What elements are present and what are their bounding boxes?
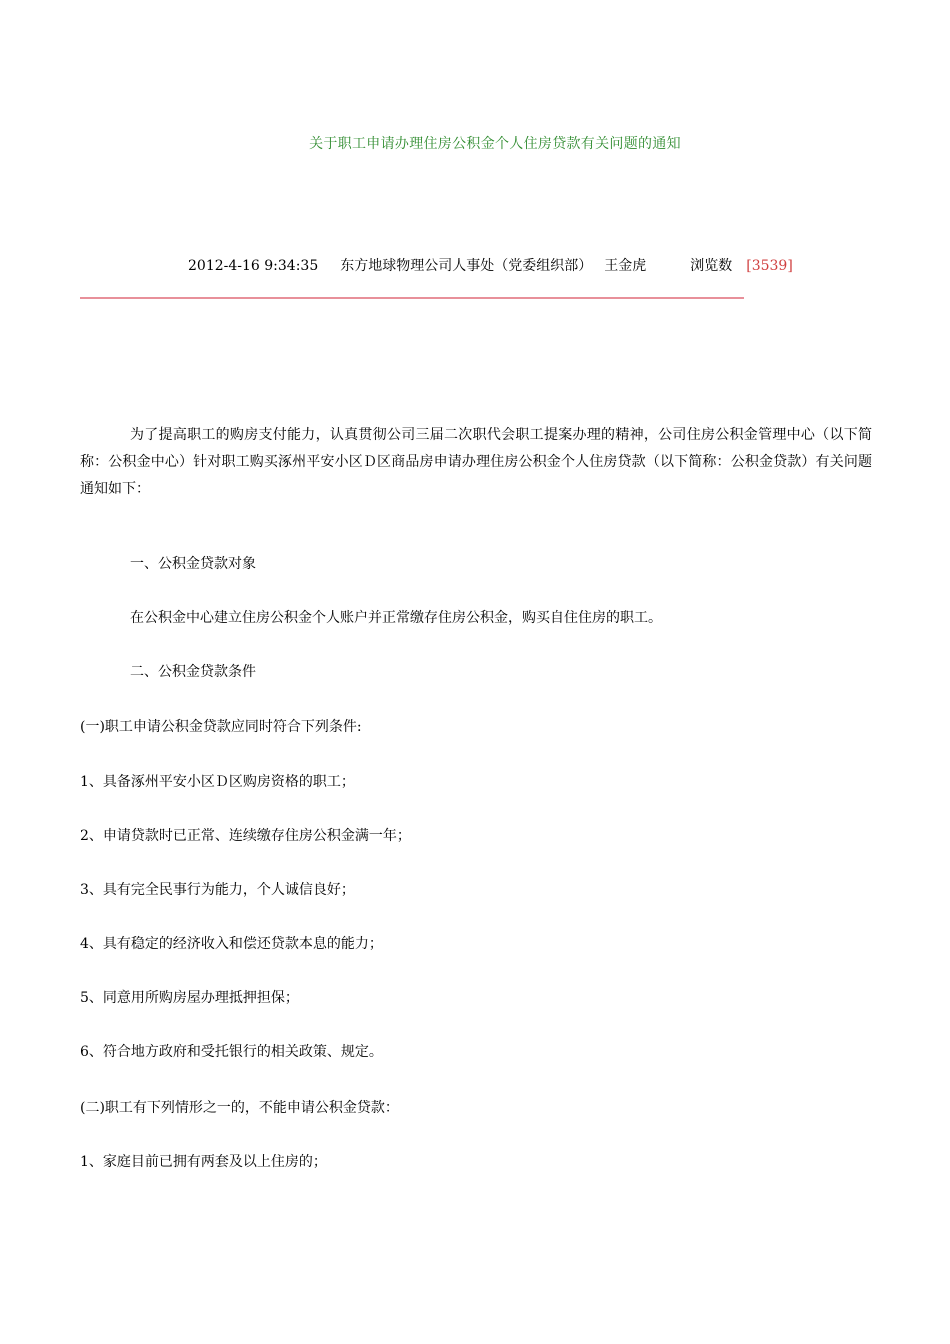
section-heading-target: 一、公积金贷款对象 xyxy=(130,556,256,572)
department: 东方地球物理公司人事处（党委组织部） xyxy=(340,258,593,274)
condition-item: 3、具有完全民事行为能力，个人诚信良好； xyxy=(80,882,355,898)
section-text-target: 在公积金中心建立住房公积金个人账户并正常缴存住房公积金，购买自住住房的职工。 xyxy=(130,610,662,626)
views-label: 浏览数 xyxy=(690,258,733,274)
condition-item: 4、具有稳定的经济收入和偿还贷款本息的能力； xyxy=(80,936,383,952)
section-heading-conditions: 二、公积金贷款条件 xyxy=(130,664,256,680)
intro-paragraph: 为了提高职工的购房支付能力，认真贯彻公司三届二次职代会职工提案办理的精神，公司住房公积金管理中心（以下简称：公积金中心）针对职工购买涿州平安小区Ｄ区商品房申请办理住房公积金个人住房贷款（以下简称：公积金贷款）有关问题通知如下： xyxy=(80,427,872,497)
header-divider xyxy=(80,297,744,299)
condition-item: 5、同意用所购房屋办理抵押担保； xyxy=(80,990,299,1006)
document-meta xyxy=(188,256,793,276)
publish-datetime: 2012-4-16 9:34:35 xyxy=(188,258,319,274)
condition-item: 6、符合地方政府和受托银行的相关政策、规定。 xyxy=(80,1044,383,1060)
subsection-heading-requirements: (一)职工申请公积金贷款应同时符合下列条件: xyxy=(80,719,362,735)
exclusion-item: 1、家庭目前已拥有两套及以上住房的； xyxy=(80,1154,327,1170)
document-body xyxy=(80,422,872,1170)
subsection-heading-exclusions: (二)职工有下列情形之一的，不能申请公积金贷款： xyxy=(80,1100,399,1116)
author: 王金虎 xyxy=(604,258,647,274)
condition-item: 2、申请贷款时已正常、连续缴存住房公积金满一年； xyxy=(80,828,411,844)
condition-item: 1、具备涿州平安小区Ｄ区购房资格的职工； xyxy=(80,774,355,790)
document-title: 关于职工申请办理住房公积金个人住房贷款有关问题的通知 xyxy=(309,136,681,152)
views-count: [3539] xyxy=(746,258,793,274)
